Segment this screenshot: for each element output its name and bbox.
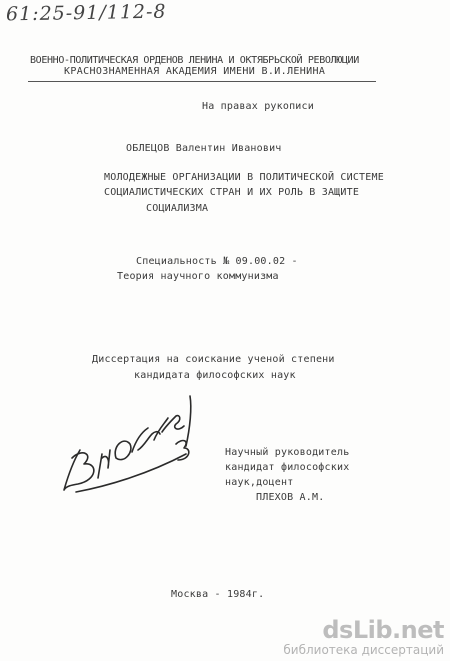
dissertation-line-2: кандидата философских наук: [134, 370, 296, 381]
supervisor-line-2: кандидат философских: [225, 462, 350, 473]
watermark-subtitle: библиотека диссертаций: [283, 643, 444, 657]
rights-note: На правах рукописи: [202, 101, 314, 112]
place-and-year: Москва - 1984г.: [171, 589, 265, 600]
supervisor-line-1: Научный руководитель: [225, 447, 350, 458]
supervisor-name: ПЛЕХОВ А.М.: [256, 492, 325, 503]
specialty-line-1: Специальность № 09.00.02 -: [136, 256, 298, 267]
institution-line-1: ВОЕННО-ПОЛИТИЧЕСКАЯ ОРДЕНОВ ЛЕНИНА И ОКТЯБРЬСКОЙ РЕВОЛЮЦИИ: [30, 55, 359, 66]
specialty-line-2: Теория научного коммунизма: [117, 271, 279, 282]
thesis-title-line-1: МОЛОДЕЖНЫЕ ОРГАНИЗАЦИИ В ПОЛИТИЧЕСКОЙ СИСТЕМЕ: [104, 172, 384, 183]
watermark-logo: dsLib.net: [322, 616, 444, 644]
supervisor-line-3: наук,доцент: [225, 477, 294, 488]
author-signature: [58, 388, 208, 503]
archive-mark: 61:25-91/112-8: [5, 0, 167, 26]
institution-line-2: КРАСНОЗНАМЕННАЯ АКАДЕМИЯ ИМЕНИ В.И.ЛЕНИНА: [64, 66, 326, 77]
dslib-watermark: [283, 617, 444, 657]
institution-underline: [28, 81, 376, 82]
dissertation-line-1: Диссертация на соискание ученой степени: [92, 354, 335, 365]
thesis-title-line-2: СОЦИАЛИСТИЧЕСКИХ СТРАН И ИХ РОЛЬ В ЗАЩИТЕ: [104, 187, 360, 198]
thesis-title-line-3: СОЦИАЛИЗМА: [146, 203, 209, 214]
author-name: ОБЛЕЦОВ Валентин Иванович: [126, 143, 282, 154]
